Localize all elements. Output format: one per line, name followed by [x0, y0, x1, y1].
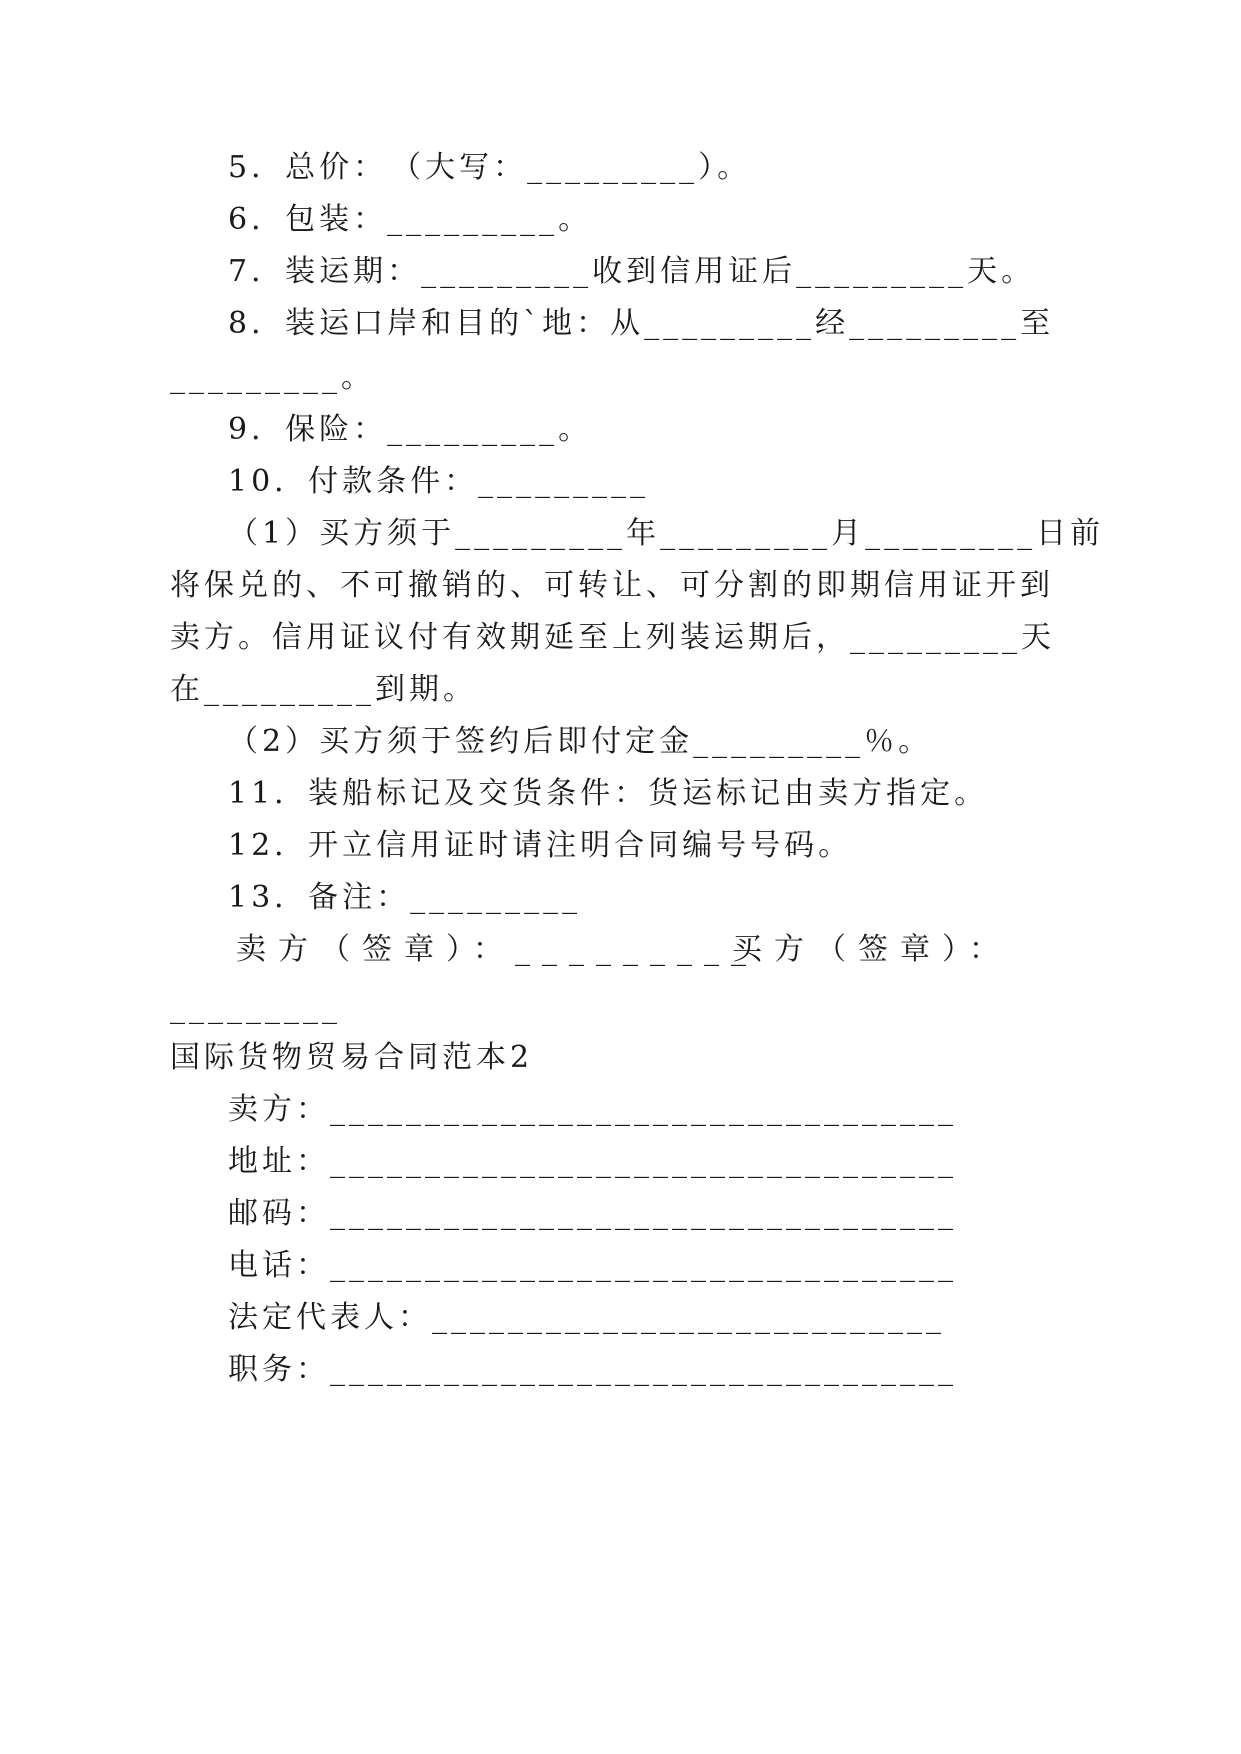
- clause-6-packing: 6．包装：_________。: [228, 202, 593, 237]
- field-legal-representative: 法定代表人：___________________________: [228, 1300, 945, 1335]
- clause-7-shipment-period: 7．装运期：_________收到信用证后_________天。: [228, 254, 1036, 289]
- field-phone: 电话：_________________________________: [228, 1248, 957, 1283]
- field-position: 职务：_________________________________: [228, 1352, 957, 1387]
- field-address: 地址：_________________________________: [228, 1144, 957, 1179]
- seller-signature: 卖方（签章）：_________: [236, 932, 758, 967]
- clause-12-lc-note: 12．开立信用证时请注明合同编号号码。: [228, 828, 853, 863]
- field-postcode: 邮码：_________________________________: [228, 1196, 957, 1231]
- clause-9-insurance: 9．保险：_________。: [228, 412, 593, 447]
- section-2-title: 国际货物贸易合同范本2: [170, 1040, 534, 1075]
- clause-10-item-1-line-3: 卖方。信用证议付有效期延至上列装运期后，_________天: [170, 620, 1055, 655]
- clause-10-payment-terms: 10．付款条件：_________: [228, 464, 650, 499]
- clause-11-marks: 11．装船标记及交货条件：货运标记由卖方指定。: [228, 776, 989, 811]
- clause-10-item-1-line-2: 将保兑的、不可撤销的、可转让、可分割的即期信用证开到: [170, 568, 1054, 603]
- clause-10-item-2: （2）买方须于签约后即付定金_________％。: [228, 724, 933, 759]
- clause-10-item-1: （1）买方须于_________年_________月_________日前: [228, 516, 1105, 551]
- buyer-signature-line: _________: [170, 990, 341, 1025]
- clause-5-total-price: 5．总价： （大写：_________）。: [228, 150, 752, 185]
- buyer-signature: 买方（签章）：: [732, 932, 1011, 967]
- clause-10-item-1-line-4: 在_________到期。: [170, 672, 477, 707]
- clause-13-remarks: 13．备注：_________: [228, 880, 582, 915]
- field-seller: 卖方：_________________________________: [228, 1092, 957, 1127]
- clause-8-continued: _________。: [170, 360, 375, 395]
- clause-8-ports: 8．装运口岸和目的`地：从_________经_________至: [228, 306, 1055, 341]
